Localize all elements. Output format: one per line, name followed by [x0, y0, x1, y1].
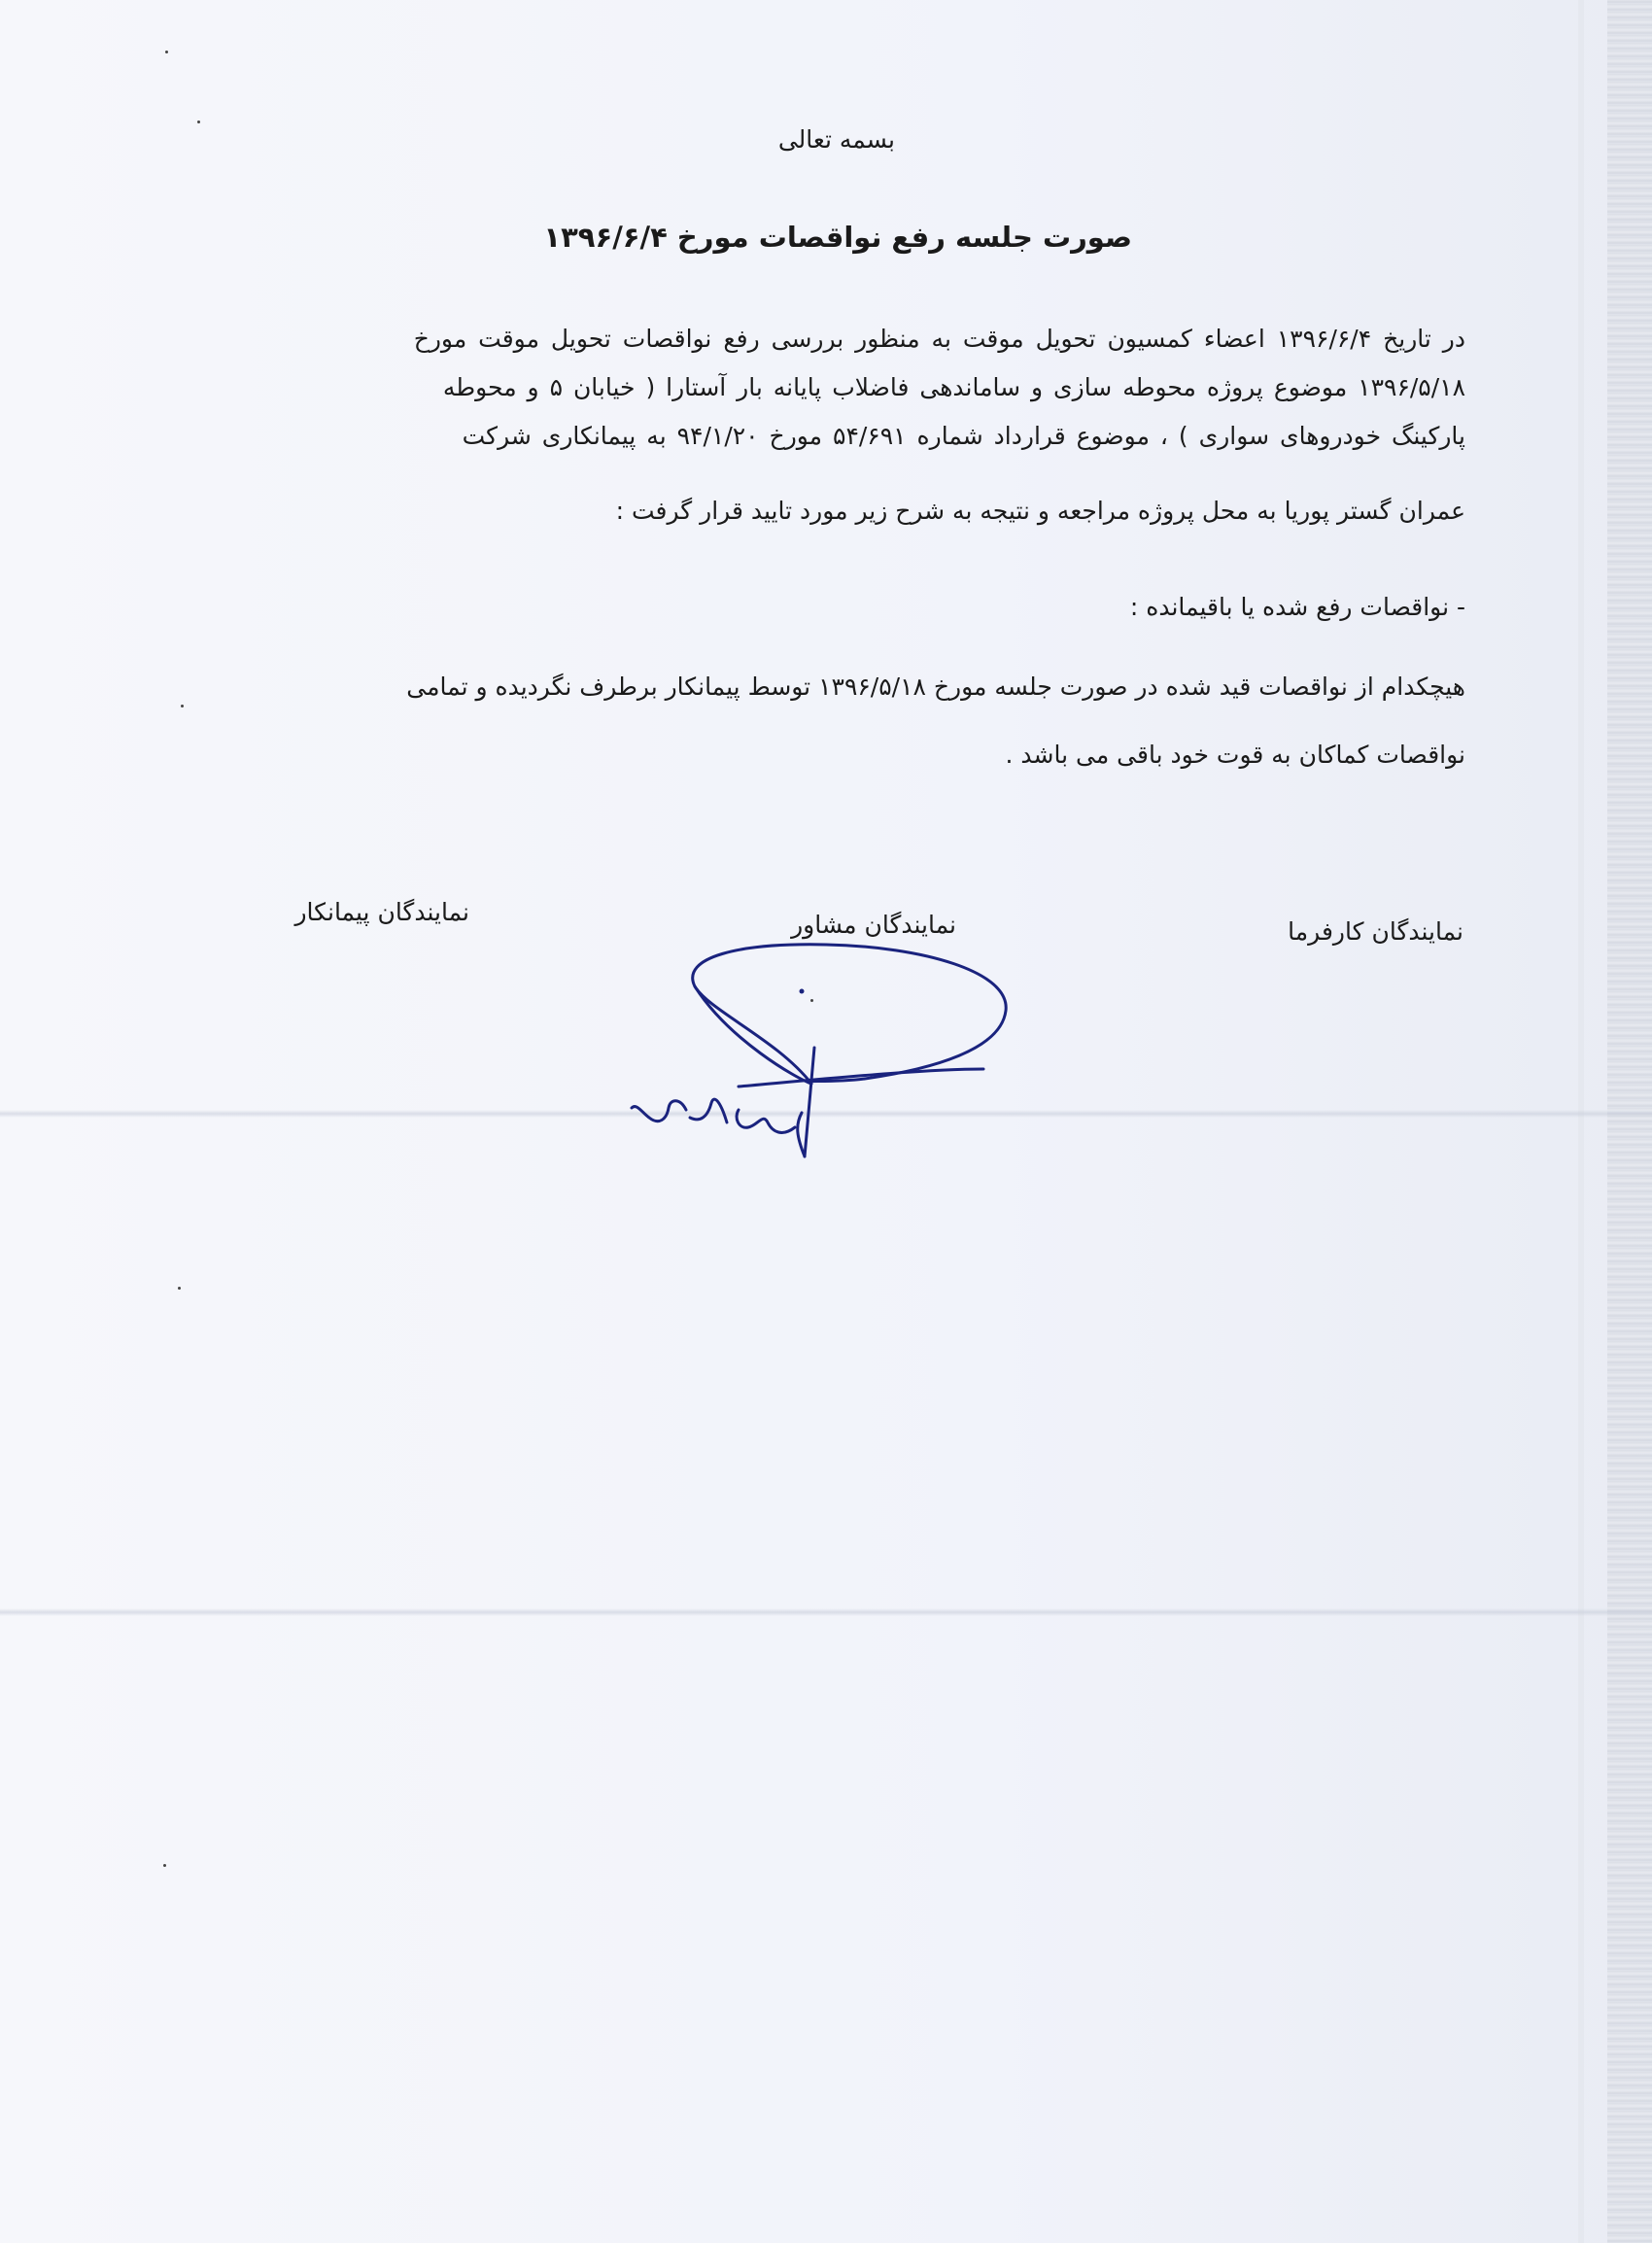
paragraph2-line-2: نواقصات کماکان به قوت خود باقی می باشد . [1005, 741, 1465, 769]
signature-label-employer: نمایندگان کارفرما [1288, 917, 1463, 946]
document-title: صورت جلسه رفع نواقصات مورخ ۱۳۹۶/۶/۴ [543, 221, 1132, 254]
paragraph1-line-4: عمران گستر پوریا به محل پروژه مراجعه و نتیجه به شرح زیر مورد تایید قرار گرفت : [615, 497, 1465, 525]
invocation: بسمه تعالی [777, 125, 895, 154]
page-edge-shadow [1607, 0, 1652, 2243]
page-fold [0, 1608, 1652, 1616]
scan-speck [197, 121, 200, 123]
paragraph2-line-1: هیچکدام از نواقصات قید شده در صورت جلسه مورخ ۱۳۹۶/۵/۱۸ توسط پیمانکار برطرف نگردیده و تمامی [406, 673, 1465, 701]
paragraph1-line-1: در تاریخ ۱۳۹۶/۶/۴ اعضاء کمسیون تحویل موقت به منظور بررسی رفع نواقصات تحویل موقت مورخ [413, 325, 1465, 353]
paragraph1-line-2: ۱۳۹۶/۵/۱۸ موضوع پروژه محوطه سازی و ساماندهی فاضلاب پایانه بار آستارا ( خیابان ۵ و محوطه [442, 373, 1465, 401]
scan-speck [163, 1864, 166, 1867]
page-edge-line [1578, 0, 1584, 2243]
scan-speck [165, 51, 168, 53]
section-heading: - نواقصات رفع شده یا باقیمانده : [1129, 593, 1465, 621]
signature-label-contractor: نمایندگان پیمانکار [294, 898, 469, 926]
paragraph1-line-3: پارکینگ خودروهای سواری ) ، موضوع قرارداد شماره ۵۴/۶۹۱ مورخ ۹۴/۱/۲۰ به پیمانکاری شرکت [462, 422, 1465, 450]
handwritten-signature [602, 933, 1040, 1186]
scan-speck [181, 705, 184, 707]
signature-label-consultant: نمایندگان مشاور [791, 911, 956, 939]
scan-speck [178, 1287, 181, 1290]
